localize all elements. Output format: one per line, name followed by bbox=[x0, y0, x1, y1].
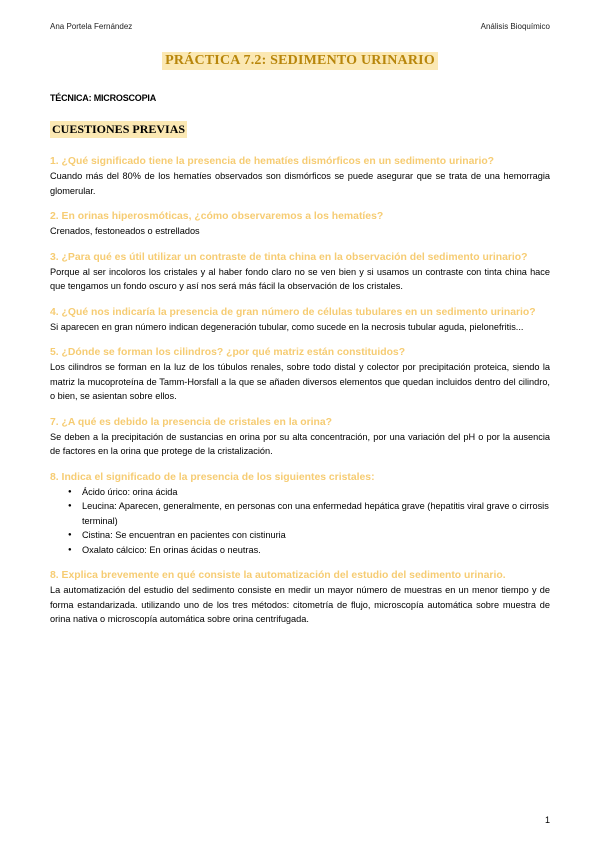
question-3: 3. ¿Para qué es útil utilizar un contraste de tinta china en la observación del sedimento urinario? bbox=[50, 251, 528, 263]
answer-8-automation: La automatización del estudio del sedimento consiste en medir un mayor número de muestras en un menor tiempo y de forma estandarizada. utilizando uno de los tres métodos: citometría de flujo, microscopía automática sobre muestra de orina nativa o microscopía automática sobre orina centrifugada. bbox=[50, 585, 550, 624]
answer-1: Cuando más del 80% de los hematíes observados son dismórficos se puede asegurar que se trata de una hemorragia glomerular. bbox=[50, 171, 550, 196]
list-item: ● Cistina: Se encuentran en pacientes con cistinuria bbox=[70, 528, 550, 543]
list-item: ● Ácido úrico: orina ácida bbox=[70, 485, 550, 500]
question-4: 4. ¿Qué nos indicaría la presencia de gran número de células tubulares en un sedimento urinario? bbox=[50, 306, 536, 318]
crystal-list bbox=[50, 485, 550, 558]
answer-2: Crenados, festoneados o estrellados bbox=[50, 226, 200, 236]
header-author: Ana Portela Fernández bbox=[50, 22, 133, 31]
title-container bbox=[0, 51, 600, 70]
question-8-crystals: 8. Indica el significado de la presencia de los siguientes cristales: bbox=[50, 471, 375, 483]
page-title: PRÁCTICA 7.2: SEDIMENTO URINARIO bbox=[162, 52, 438, 70]
question-8-automation: 8. Explica brevemente en qué consiste la automatización del estudio del sedimento urinario. bbox=[50, 570, 506, 581]
questions-list bbox=[50, 155, 550, 627]
answer-3: Porque al ser incoloros los cristales y al haber fondo claro no se ven bien y si usamos un contraste con tinta china hace que tengamos un fondo oscuro y así nos será más fácil la observación de los cristales. bbox=[50, 266, 550, 291]
answer-4: Si aparecen en gran número indican degeneración tubular, como sucede en la necrosis tubular aguda, pielonefritis... bbox=[50, 321, 524, 332]
answer-7: Se deben a la precipitación de sustancias en orina por su alta concentración, por una variación del pH o por la ausencia de factores en la orina que protege de la cristalización. bbox=[50, 431, 550, 456]
question-7: 7. ¿A qué es debido la presencia de cristales en la orina? bbox=[50, 416, 332, 428]
list-item: ● Oxalato cálcico: En orinas ácidas o neutras. bbox=[70, 543, 550, 558]
list-item: ● Leucina: Aparecen, generalmente, en personas con una enfermedad hepática grave (hepatitis viral grave o cirrosis terminal) bbox=[70, 499, 550, 528]
question-1: 1. ¿Qué significado tiene la presencia de hematíes dismórficos en un sedimento urinario? bbox=[50, 156, 495, 167]
question-2: 2. En orinas hiperosmóticas, ¿cómo observaremos a los hematíes? bbox=[50, 211, 384, 222]
technique-label: TÉCNICA: MICROSCOPIA bbox=[50, 93, 156, 103]
header-subject: Análisis Bioquímico bbox=[480, 22, 550, 31]
section-title: CUESTIONES PREVIAS bbox=[52, 122, 186, 136]
answer-5: Los cilindros se forman en la luz de los túbulos renales, sobre todo distal y colector por precipitación proteica, siendo la matriz la mucoproteína de Tamm-Horsfall a la que se añaden diversos elementos que quedan incluidos dentro del cilindro, o bien, se asientan sobre ellos. bbox=[50, 362, 550, 401]
question-5: 5. ¿Dónde se forman los cilindros? ¿por qué matriz están constituidos? bbox=[50, 347, 406, 358]
page-number: 1 bbox=[544, 815, 550, 825]
